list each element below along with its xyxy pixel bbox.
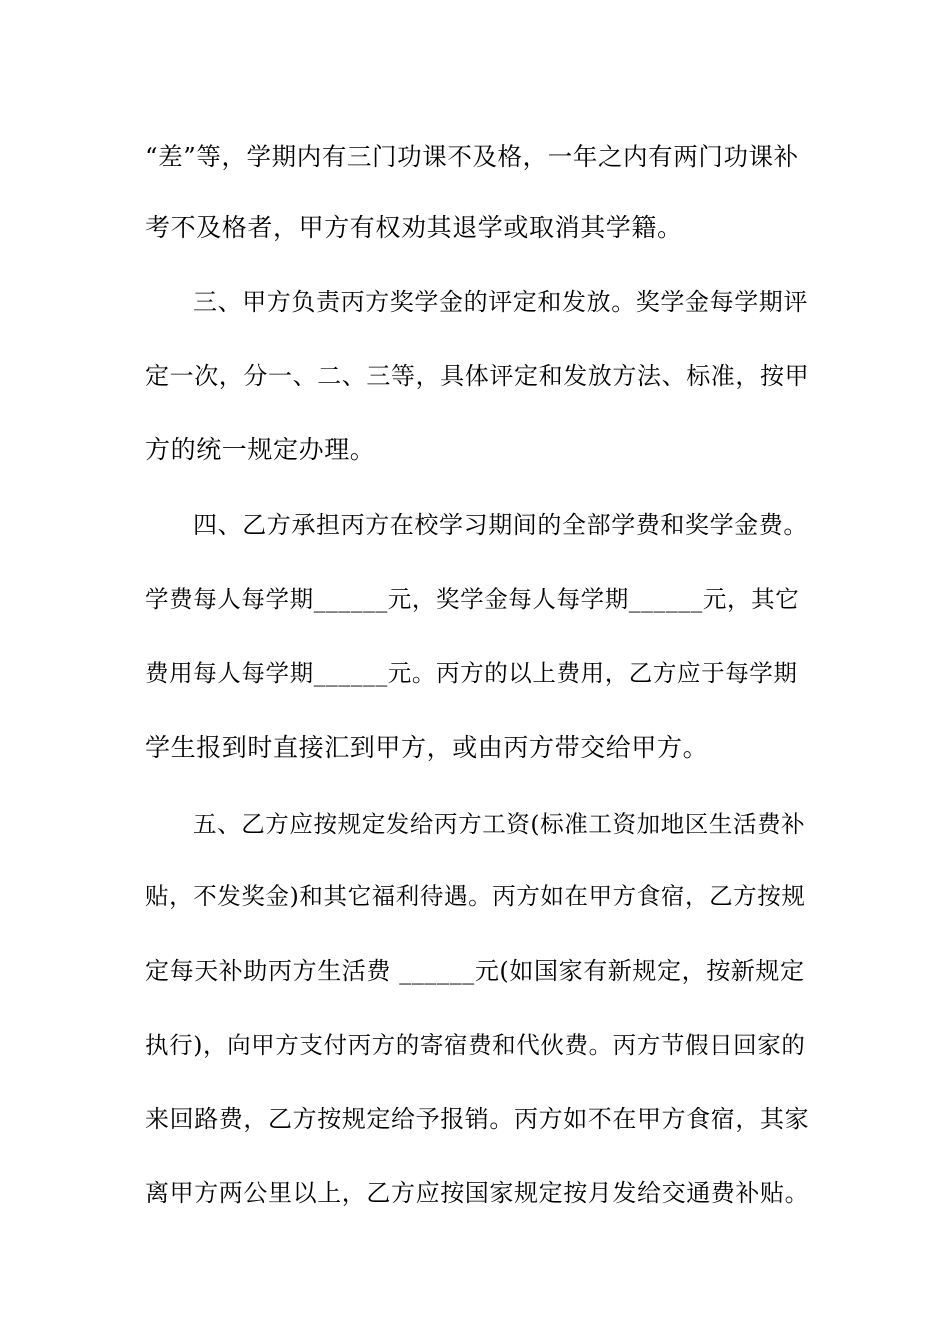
text-line: 来回路费，乙方按规定给予报销。丙方如不在甲方食宿，其家 (145, 1105, 810, 1133)
text-line: 费用每人每学期______元。丙方的以上费用，乙方应于每学期 (145, 659, 798, 687)
paragraph-start-line: 四、乙方承担丙方在校学习期间的全部学费和奖学金费。 (193, 511, 808, 539)
paragraph-start-line: 三、甲方负责丙方奖学金的评定和发放。奖学金每学期评 (193, 288, 808, 316)
text-line: “差”等，学期内有三门功课不及格，一年之内有两门功课补 (145, 142, 799, 171)
text-line: 离甲方两公里以上，乙方应按国家规定按月发给交通费补贴。 (145, 1179, 810, 1207)
paragraph-start-line: 五、乙方应按规定发给丙方工资(标准工资加地区生活费补 (193, 810, 806, 838)
text-line: 学费每人每学期______元，奖学金每人每学期______元，其它 (145, 585, 800, 613)
text-line: 定一次，分一、二、三等，具体评定和发放方法、标准，按甲 (145, 362, 810, 390)
text-line: 学生报到时直接汇到甲方，或由丙方带交给甲方。 (145, 733, 709, 762)
text-line: 方的统一规定办理。 (145, 435, 376, 464)
text-line: 贴，不发奖金)和其它福利待遇。丙方如在甲方食宿，乙方按规 (145, 882, 806, 910)
text-line: 执行)，向甲方支付丙方的寄宿费和代伙费。丙方节假日回家的 (145, 1031, 806, 1059)
text-line: 考不及格者，甲方有权劝其退学或取消其学籍。 (145, 213, 683, 242)
text-line: 定每天补助丙方生活费 ______元(如国家有新规定，按新规定 (145, 957, 805, 985)
